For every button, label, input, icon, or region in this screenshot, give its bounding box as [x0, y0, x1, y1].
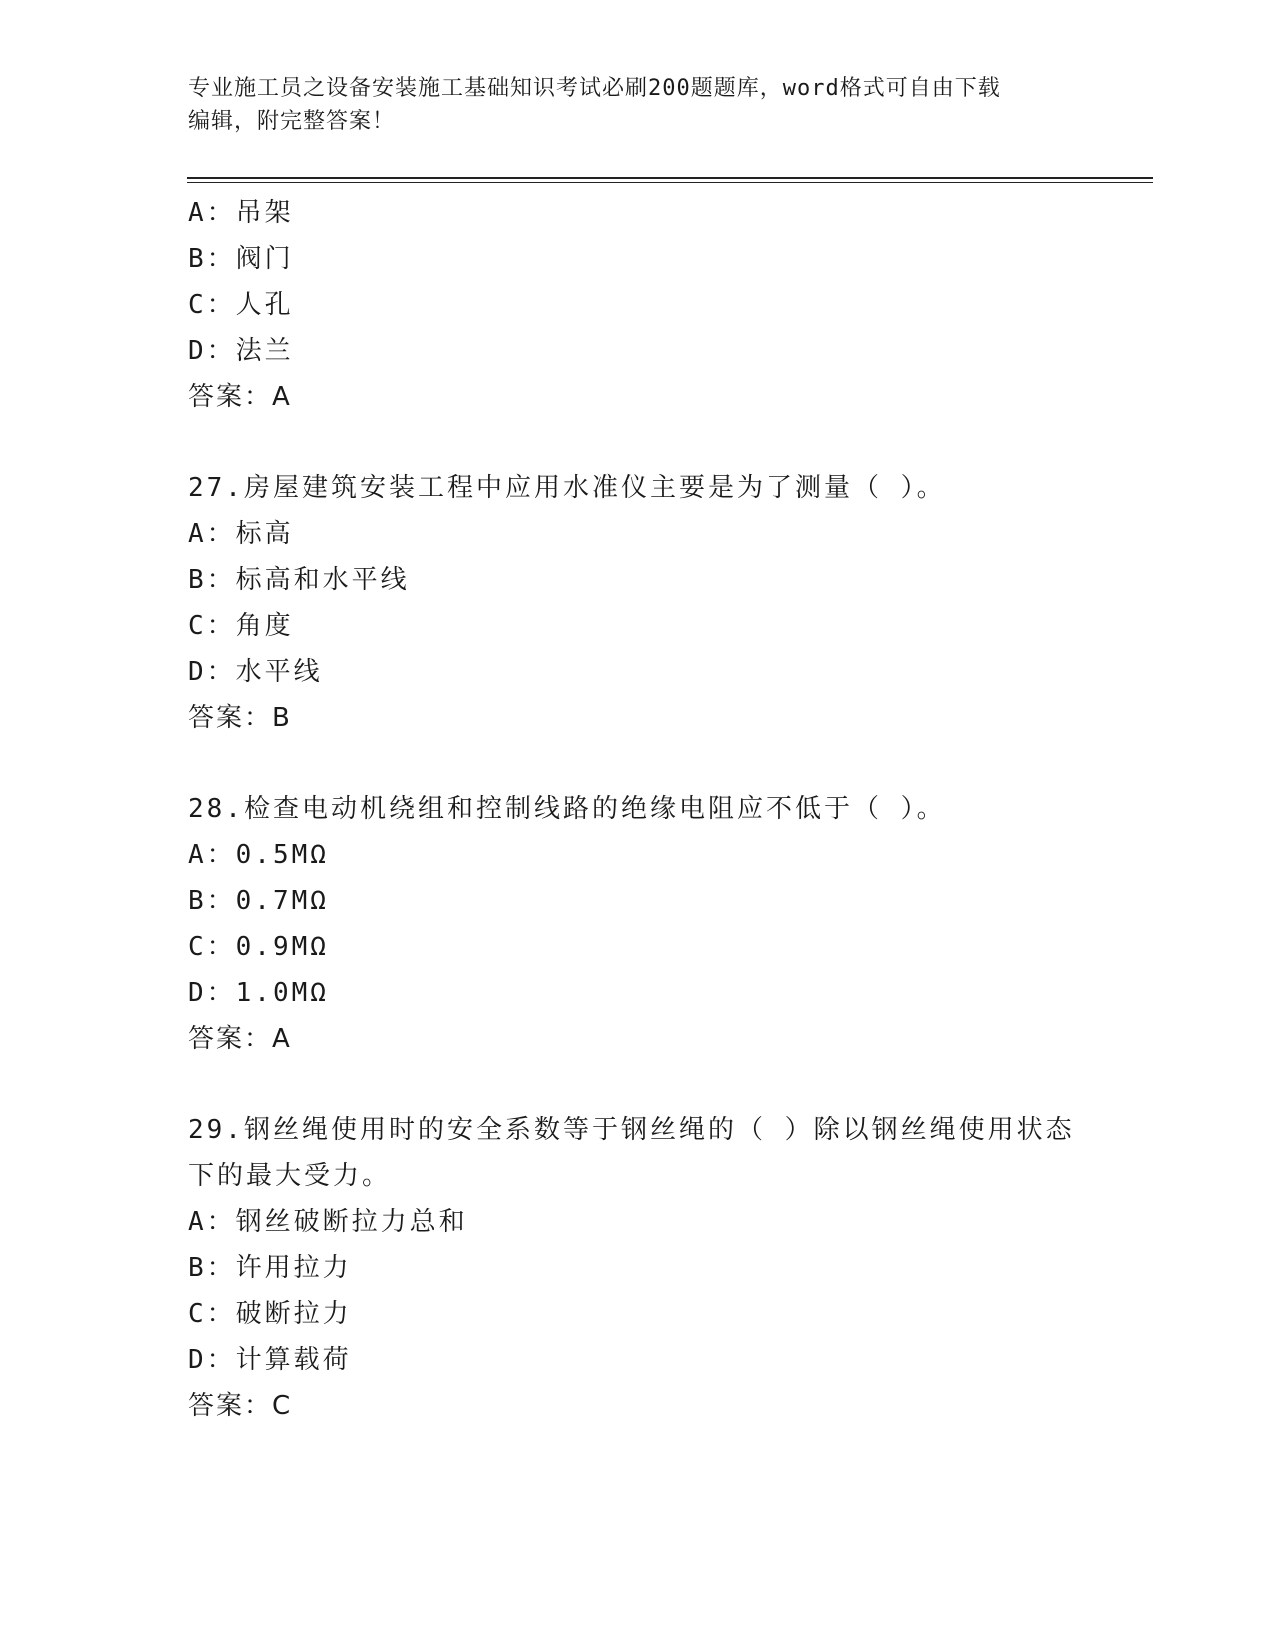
- option-a: A：钢丝破断拉力总和: [188, 1207, 468, 1237]
- option-c: C：角度: [188, 611, 294, 641]
- answer-line: 答案：C: [188, 1391, 293, 1421]
- answer-line: 答案：A: [188, 382, 292, 412]
- option-c: C：破断拉力: [188, 1299, 352, 1329]
- option-d: D：计算载荷: [188, 1345, 352, 1375]
- document-body: [188, 190, 1088, 1429]
- header-line-2: 编辑，附完整答案！: [188, 109, 396, 134]
- option-a: A：0.5MΩ: [188, 840, 329, 870]
- option-b: B：0.7MΩ: [188, 886, 329, 916]
- answer-line: 答案：B: [188, 703, 292, 733]
- question-text-line-2: 下的最大受力。: [188, 1161, 392, 1191]
- question-text: 28.检查电动机绕组和控制线路的绝缘电阻应不低于（ ）。: [188, 794, 946, 824]
- option-c: C：人孔: [188, 290, 294, 320]
- question-block-28: [188, 786, 1088, 1062]
- option-a: A：吊架: [188, 198, 294, 228]
- question-block-27: [188, 465, 1088, 741]
- document-header: [188, 72, 1068, 138]
- option-d: D：水平线: [188, 657, 323, 687]
- option-d: D：1.0MΩ: [188, 978, 329, 1008]
- question-block-29: [188, 1107, 1088, 1429]
- question-text-line-1: 29.钢丝绳使用时的安全系数等于钢丝绳的（ ）除以钢丝绳使用状态: [188, 1115, 1075, 1145]
- option-c: C：0.9MΩ: [188, 932, 329, 962]
- option-b: B：许用拉力: [188, 1253, 352, 1283]
- header-rule-thick: [187, 177, 1153, 179]
- answer-line: 答案：A: [188, 1024, 292, 1054]
- question-block-26: [188, 190, 1088, 420]
- question-text: 27.房屋建筑安装工程中应用水准仪主要是为了测量（ ）。: [188, 473, 946, 503]
- header-rule-thin: [187, 182, 1153, 183]
- option-a: A：标高: [188, 519, 294, 549]
- header-line-1: 专业施工员之设备安装施工基础知识考试必刷200题题库，word格式可自由下载: [188, 76, 1001, 101]
- option-b: B：标高和水平线: [188, 565, 410, 595]
- option-d: D：法兰: [188, 336, 294, 366]
- option-b: B：阀门: [188, 244, 294, 274]
